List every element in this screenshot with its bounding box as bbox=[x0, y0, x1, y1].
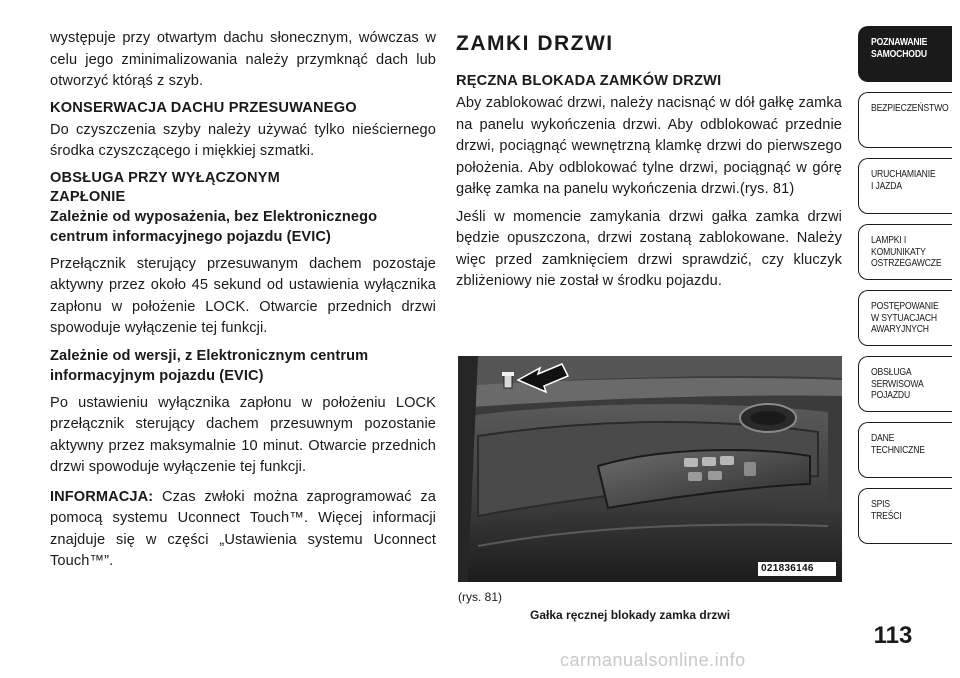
right-column bbox=[456, 28, 842, 299]
chapter-tabs bbox=[858, 26, 952, 554]
watermark: carmanualsonline.info bbox=[560, 650, 746, 670]
note-label: INFORMACJA: bbox=[50, 488, 154, 505]
figure-caption: Gałka ręcznej blokady zamka drzwi bbox=[530, 608, 731, 622]
manual-lock-heading: RĘCZNA BLOKADA ZAMKÓW DRZWI bbox=[456, 73, 722, 89]
door-panel-illustration bbox=[458, 356, 842, 582]
chapter-tab-3[interactable] bbox=[858, 224, 952, 280]
chapter-tab-0[interactable] bbox=[858, 26, 952, 82]
with-evic-heading: Zależnie od wersji, z Elektronicznym centrum informacyjnym pojazdu (EVIC) bbox=[50, 347, 369, 384]
chapter-tab-1[interactable] bbox=[858, 92, 952, 148]
note-paragraph bbox=[50, 487, 436, 573]
maintenance-paragraph: Do czyszczenia szyby należy używać tylko nieściernego środka czyszczącego i miękkiej szmatki. bbox=[50, 121, 436, 159]
intro-paragraph: występuje przy otwartym dachu słonecznym, wówczas w celu jego zminimalizowania należy przymknąć dach lub otworzyć którąś z szyb. bbox=[50, 30, 436, 89]
maintenance-heading: KONSERWACJA DACHU PRZESUWANEGO bbox=[50, 99, 357, 116]
left-column bbox=[50, 28, 436, 579]
note-text: Czas zwłoki można zaprogramować za pomocą systemu Uconnect Touch™. Więcej informacji znajduje się w części „Ustawienia systemu Uconnect Touch™”. bbox=[50, 488, 436, 569]
figure-code: 021836146 bbox=[761, 563, 814, 574]
chapter-tab-label: POZNAWANIE SAMOCHODU bbox=[871, 36, 928, 60]
figure-number: (rys. 81) bbox=[458, 590, 503, 604]
chapter-tab-label: BEZPIECZEŃSTWO bbox=[871, 102, 949, 114]
chapter-tab-label: LAMPKI I KOMUNIKATY OSTRZEGAWCZE bbox=[871, 234, 942, 269]
door-panel-figure bbox=[458, 356, 842, 582]
manual-lock-paragraph: Aby zablokować drzwi, należy nacisnąć w dół gałkę zamka na panelu wykończenia drzwi. Aby odblokować przednie drzwi, pociągnąć wewnętrzną klamkę drzwi do pierwszego położenia. Aby odblokować tylne drzwi, pociągnąć w górę gałkę zamka na panelu wykończenia drzwi.(rys. 81) bbox=[456, 95, 842, 197]
page-number: 113 bbox=[873, 622, 913, 649]
chapter-tab-label: DANE TECHNICZNE bbox=[871, 432, 925, 456]
chapter-tab-label: POSTĘPOWANIE W SYTUACJACH AWARYJNYCH bbox=[871, 300, 939, 335]
chapter-tab-label: OBSŁUGA SERWISOWA POJAZDU bbox=[871, 366, 924, 401]
no-evic-heading: Zależnie od wyposażenia, bez Elektronicznego centrum informacyjnego pojazdu (EVIC) bbox=[50, 208, 378, 245]
chapter-tab-2[interactable] bbox=[858, 158, 952, 214]
chapter-tab-7[interactable] bbox=[858, 488, 952, 544]
chapter-tab-label: SPIS TREŚCI bbox=[871, 498, 902, 522]
section-title: ZAMKI DRZWI bbox=[456, 32, 614, 55]
chapter-tab-4[interactable] bbox=[858, 290, 952, 346]
chapter-tab-6[interactable] bbox=[858, 422, 952, 478]
chapter-tab-5[interactable] bbox=[858, 356, 952, 412]
ignition-off-heading: OBSŁUGA PRZY WYŁĄCZONYM ZAPŁONIE bbox=[50, 169, 280, 205]
no-evic-paragraph: Przełącznik sterujący przesuwanym dachem pozostaje aktywny przez około 45 sekund od ustawienia wyłącznika zapłonu w położenie LOCK. Otwarcie przednich drzwi spowoduje wyłączenie tej funkcji. bbox=[50, 255, 436, 336]
with-evic-paragraph: Po ustawieniu wyłącznika zapłonu w położeniu LOCK przełącznik sterujący dachem przesuwnym pozostanie aktywny przez maksymalnie 10 minut. Otwarcie przednich drzwi spowoduje wyłączenie tej funkcji. bbox=[50, 394, 436, 475]
chapter-tab-label: URUCHAMIANIE I JAZDA bbox=[871, 168, 936, 192]
warning-paragraph: Jeśli w momencie zamykania drzwi gałka zamka drzwi będzie opuszczona, drzwi zostaną zablokowane. Należy więc przed zamknięciem drzwi sprawdzić, czy kluczyk zbliżeniowy nie został w środku pojazdu. bbox=[456, 208, 842, 289]
